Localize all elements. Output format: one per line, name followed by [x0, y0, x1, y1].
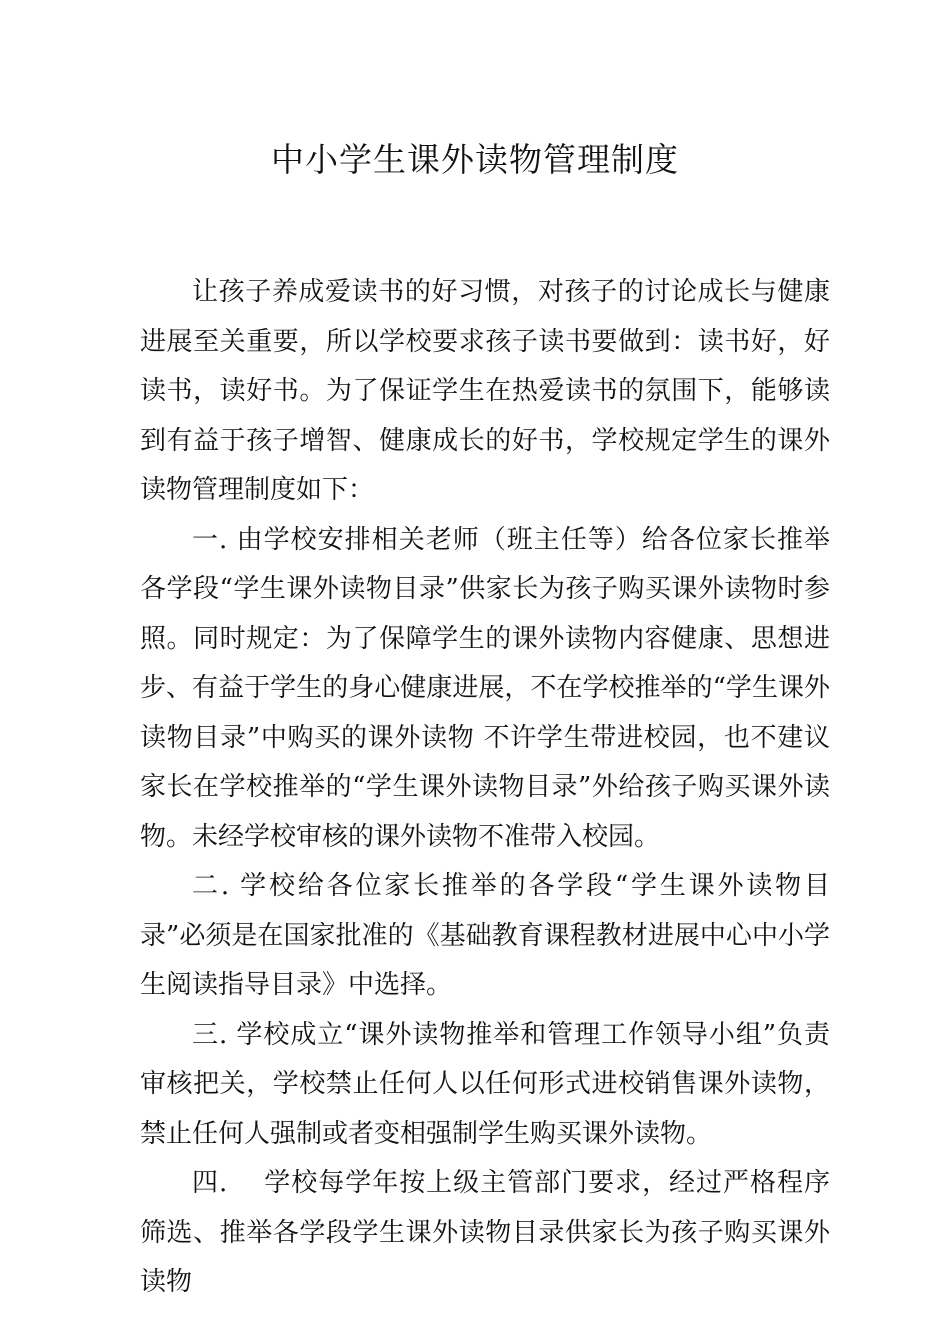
intro-paragraph: 让孩子养成爱读书的好习惯，对孩子的讨论成长与健康进展至关重要，所以学校要求孩子读书要做到：读书好，好读书，读好书。为了保证学生在热爱读书的氛围下，能够读到有益于孩子增智、健康成长的好书，学校规定学生的课外读物管理制度如下： [140, 277, 830, 505]
rule-3-paragraph: 三. 学校成立“课外读物推举和管理工作领导小组”负责审核把关，学校禁止任何人以任何形式进校销售课外读物，禁止任何人强制或者变相强制学生购买课外读物。 [140, 1019, 830, 1149]
rule-1-paragraph: 一. 由学校安排相关老师（班主任等）给各位家长推举各学段“学生课外读物目录”供家长为孩子购买课外读物时参照。同时规定：为了保障学生的课外读物内容健康、思想进步、有益于学生的身心健康进展，不在学校推举的“学生课外读物目录”中购买的课外读物 不许学生带进校园，也不建议家长在学校推举的“学生课外读物目录”外给孩子购买课外读物。未经学校审核的课外读物不准带入校园。 [140, 524, 830, 852]
rule-4-paragraph: 四. 学校每学年按上级主管部门要求，经过严格程序筛选、推举各学段学生课外读物目录供家长为孩子购买课外读物 [140, 1168, 830, 1297]
document-title: 中小学生课外读物管理制度 [271, 140, 679, 179]
document-body [140, 268, 830, 1308]
rule-2-paragraph: 二. 学校给各位家长推举的各学段“学生课外读物目录”必须是在国家批准的《基础教育课程教材进展中心中小学生阅读指导目录》中选择。 [140, 871, 830, 1000]
